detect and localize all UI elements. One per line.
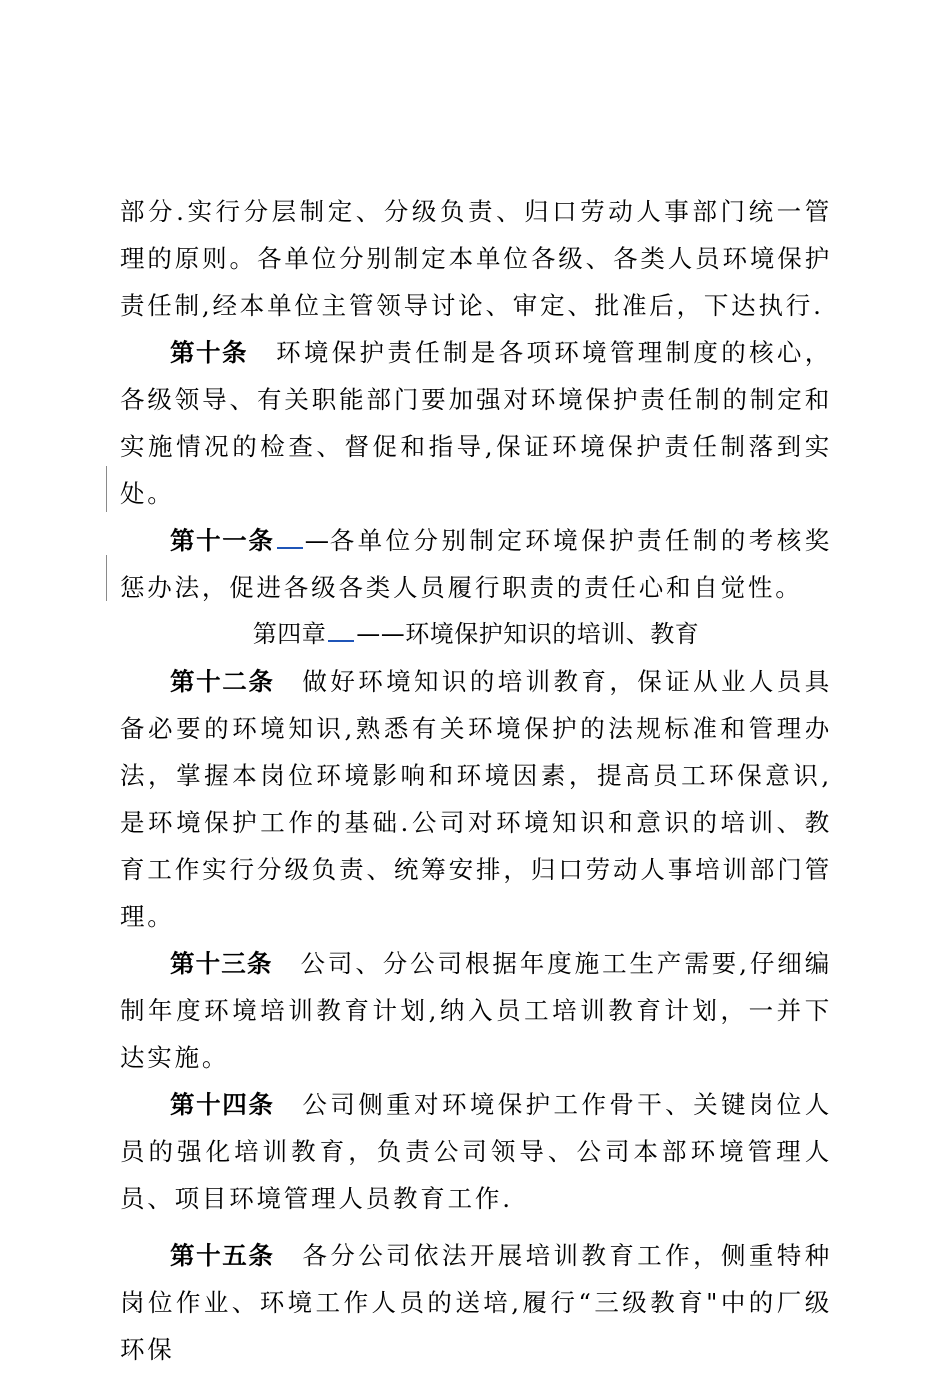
article-number: 第十二条 bbox=[170, 667, 275, 696]
chapter-dash: —— bbox=[356, 620, 406, 648]
article-text: 公司侧重对环境保护工作骨干、关键岗位人员的强化培训教育，负责公司领导、公司本部环境管理人员、项目环境管理人员教育工作. bbox=[120, 1090, 832, 1213]
article-text: 各单位分别制定环境保护责任制的考核奖惩办法，促进各级各类人员履行职责的责任心和自觉性。 bbox=[120, 526, 832, 602]
article-11 bbox=[120, 517, 832, 611]
article-14 bbox=[120, 1081, 832, 1222]
article-text: 公司、分公司根据年度施工生产需要,仔细编制年度环境培训教育计划,纳入员工培训教育计划，一并下达实施。 bbox=[120, 949, 833, 1072]
article-15 bbox=[120, 1232, 832, 1373]
article-number: 第十三条 bbox=[170, 949, 273, 978]
article-text: 环境保护责任制是各项环境管理制度的核心，各级领导、有关职能部门要加强对环境保护责任制的制定和实施情况的检查、督促和指导,保证环境保护责任制落到实处。 bbox=[120, 338, 833, 508]
change-bar-chapter-4 bbox=[106, 555, 107, 601]
article-number: 第十一条 bbox=[170, 526, 275, 555]
change-bar-article-11 bbox=[106, 466, 107, 512]
chapter-heading bbox=[120, 611, 832, 658]
article-text: 各分公司依法开展培训教育工作，侧重特种岗位作业、环境工作人员的送培,履行“三级教育"中的厂级环保 bbox=[120, 1241, 832, 1364]
article-10 bbox=[120, 329, 832, 517]
paragraph-text: 部分.实行分层制定、分级负责、归口劳动人事部门统一管理的原则。各单位分别制定本单位各级、各类人员环境保护责任制,经本单位主管领导讨论、审定、批准后，下达执行. bbox=[120, 197, 832, 320]
document-body bbox=[120, 188, 832, 1373]
article-dash: — bbox=[304, 526, 330, 555]
article-12 bbox=[120, 658, 832, 940]
chapter-number: 第四章 bbox=[252, 620, 327, 648]
insertion-underline-mark bbox=[328, 616, 354, 642]
article-number: 第十条 bbox=[170, 338, 249, 367]
article-number: 第十五条 bbox=[170, 1241, 275, 1270]
paragraph-continued bbox=[120, 188, 832, 329]
article-text: 做好环境知识的培训教育，保证从业人员具备必要的环境知识,熟悉有关环境保护的法规标准和管理办法，掌握本岗位环境影响和环境因素，提高员工环保意识,是环境保护工作的基础.公司对环境知识和意识的培训、教育工作实行分级负责、统筹安排，归口劳动人事培训部门管理。 bbox=[120, 667, 832, 931]
article-number: 第十四条 bbox=[170, 1090, 275, 1119]
chapter-title: 环境保护知识的培训、教育 bbox=[405, 620, 700, 648]
insertion-underline-mark bbox=[277, 523, 303, 549]
article-13 bbox=[120, 940, 832, 1081]
